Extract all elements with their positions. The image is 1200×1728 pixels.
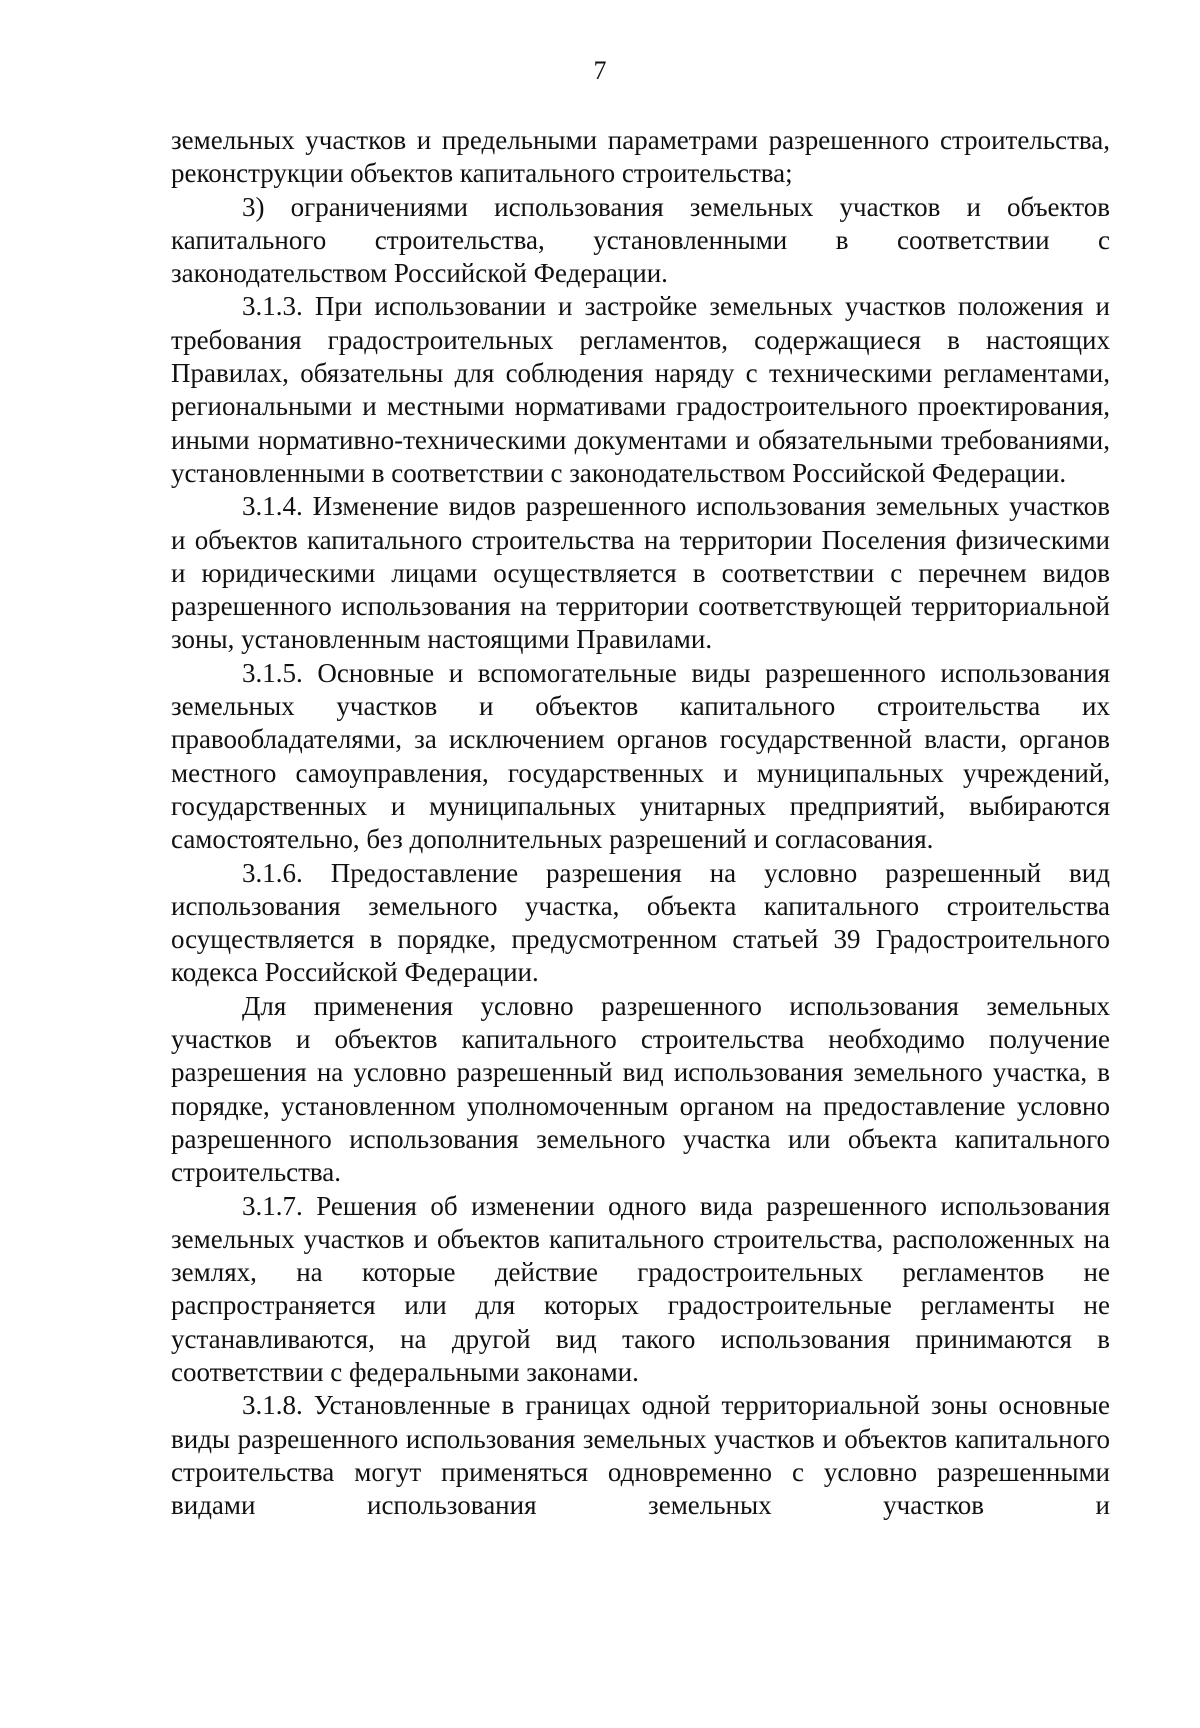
paragraph-3-1-7: 3.1.7. Решения об изменении одного вида разрешенного использования земельных участков и объектов капитального строительства, расположенных на землях, на которые действие градостроительных регламентов не распространяется или для которых градостроительные регламенты не устанавливаются, на другой вид такого использования принимаются в соответствии с федеральными законами.	[171, 1190, 1110, 1387]
paragraph-conditional-use: Для применения условно разрешенного использования земельных участков и объектов капитального строительства необходимо получение разрешения на условно разрешенный вид использования земельного участка, в порядке, установленном уполномоченным органом на предоставление условно разрешенного использования земельного участка или объекта капитального строительства.	[171, 990, 1110, 1188]
paragraph-3-1-8: 3.1.8. Установленные в границах одной территориальной зоны основные виды разрешенного использования земельных участков и объектов капитального строительства могут применяться одновременно с условно разрешенными видами использования земельных участков и	[171, 1390, 1110, 1521]
paragraph-3-1-4: 3.1.4. Изменение видов разрешенного использования земельных участков и объектов капитального строительства на территории Поселения физическими и юридическими лицами осуществляется в соответствии с перечнем видов разрешенного использования на территории соответствующей территориальной зоны, установленным настоящими Правилами.	[171, 491, 1110, 655]
paragraph-item-3: 3) ограничениями использования земельных участков и объектов капитального строительства, установленными в соответствии с законодательством Российской Федерации.	[171, 191, 1110, 289]
page-number: 7	[593, 56, 607, 85]
paragraph-3-1-3: 3.1.3. При использовании и застройке земельных участков положения и требования градостроительных регламентов, содержащиеся в настоящих Правилах, обязательны для соблюдения наряду с техническими регламентами, региональными и местными нормативами градостроительного проектирования, иными нормативно-техническими документами и обязательными требованиями, установленными в соответствии с законодательством Российской Федерации.	[171, 291, 1110, 488]
paragraph-continuation: земельных участков и предельными параметрами разрешенного строительства, реконструкции объектов капитального строительства;	[171, 125, 1110, 189]
paragraph-3-1-5: 3.1.5. Основные и вспомогательные виды разрешенного использования земельных участков и объектов капитального строительства их правообладателями, за исключением органов государственной власти, органов местного самоуправления, государственных и муниципальных учреждений, государственных и муниципальных унитарных предприятий, выбираются самостоятельно, без дополнительных разрешений и согласования.	[171, 657, 1110, 855]
paragraph-3-1-6: 3.1.6. Предоставление разрешения на условно разрешенный вид использования земельного участка, объекта капитального строительства осуществляется в порядке, предусмотренном статьей 39 Градостроительного кодекса Российской Федерации.	[171, 857, 1110, 988]
body-text	[171, 124, 1110, 1522]
